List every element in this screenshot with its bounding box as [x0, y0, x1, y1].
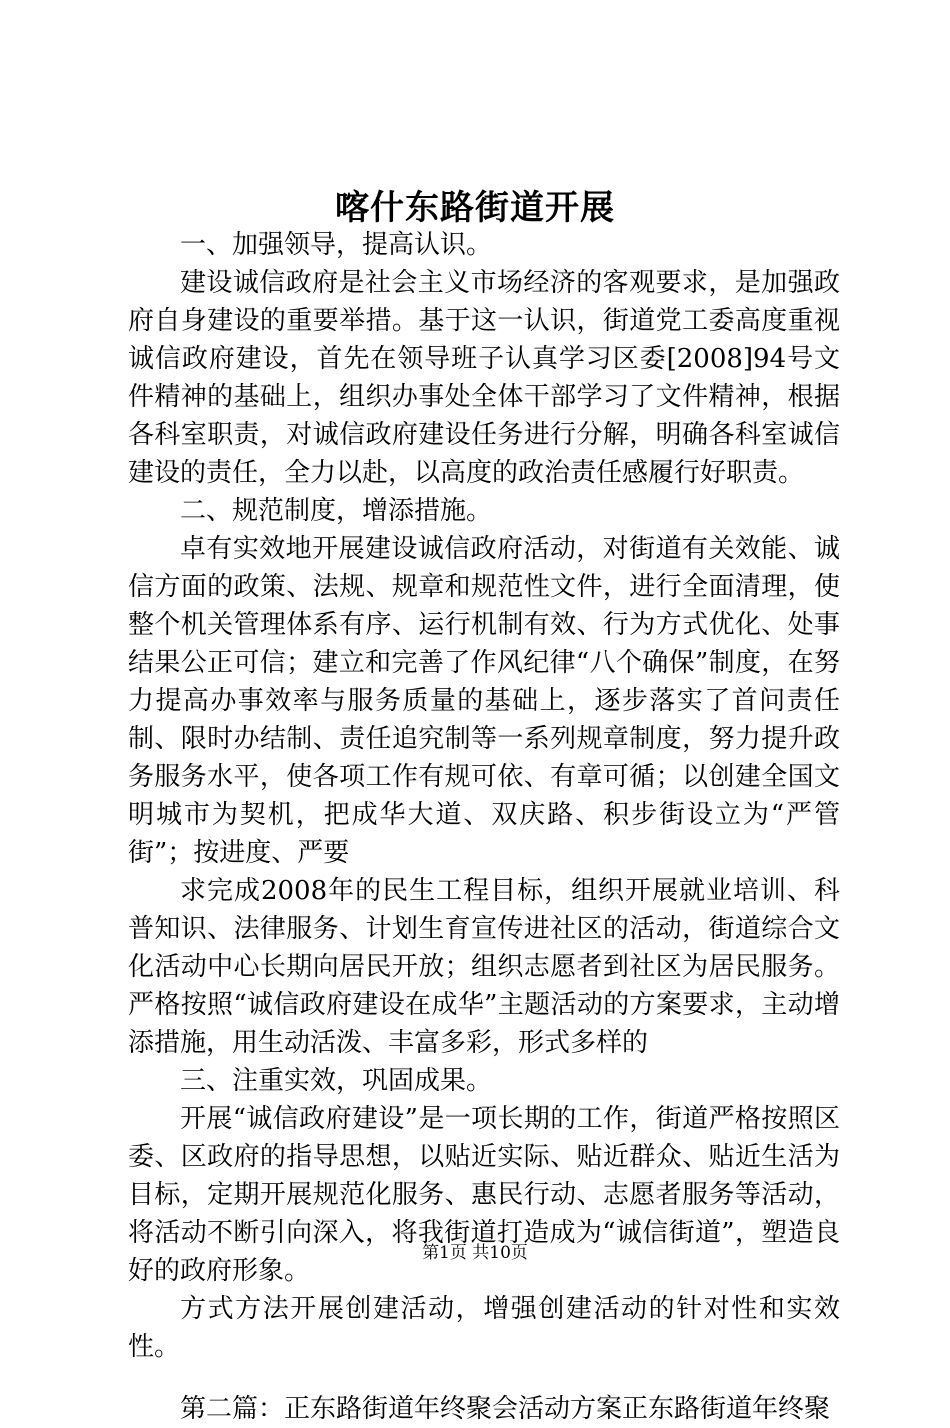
section-heading-1: 一、加强领导，提高认识。	[180, 230, 493, 260]
body-paragraph-3: 求完成2008年的民生工程目标，组织开展就业培训、科普知识、法律服务、计划生育宣传进社区的活动，街道综合文化活动中心长期向居民开放；组织志愿者到社区为居民服务。严格按照“诚信政府建设在成华”主题活动的方案要求，主动增添措施，用生动活泼、丰富多彩，形式多样的	[128, 876, 840, 1058]
section-heading-3: 三、注重实效，巩固成果。	[180, 1066, 493, 1096]
section-heading-2: 二、规范制度，增添措施。	[180, 496, 493, 526]
document-title: 喀什东路街道开展	[335, 188, 615, 228]
body-paragraph-1: 建设诚信政府是社会主义市场经济的客观要求，是加强政府自身建设的重要举措。基于这一认识，街道党工委高度重视诚信政府建设，首先在领导班子认真学习区委[2008]94号文件精神的基础上，组织办事处全体干部学习了文件精神，根据各科室职责，对诚信政府建设任务进行分解，明确各科室诚信建设的责任，全力以赴，以高度的政治责任感履行好职责。	[128, 268, 840, 488]
body-paragraph-4: 开展“诚信政府建设”是一项长期的工作，街道严格按照区委、区政府的指导思想，以贴近实际、贴近群众、贴近生活为目标，定期开展规范化服务、惠民行动、志愿者服务等活动，将活动不断引向深入，将我街道打造成为“诚信街道”，塑造良好的政府形象。	[128, 1104, 840, 1286]
next-article-heading: 第二篇：正东路街道年终聚会活动方案正东路街道年终聚	[180, 1394, 831, 1424]
body-paragraph-2: 卓有实效地开展建设诚信政府活动，对街道有关效能、诚信方面的政策、法规、规章和规范性文件，进行全面清理，使整个机关管理体系有序、运行机制有效、行为方式优化、处事结果公正可信；建立和完善了作风纪律“八个确保”制度，在努力提高办事效率与服务质量的基础上，逐步落实了首问责任制、限时办结制、责任追究制等一系列规章制度，努力提升政务服务水平，使各项工作有规可依、有章可循；以创建全国文明城市为契机，把成华大道、双庆路、积步街设立为“严管街”；按进度、严要	[128, 534, 840, 868]
page-number-footer: 第1页 共10页	[422, 1243, 528, 1263]
body-paragraph-5: 方式方法开展创建活动，增强创建活动的针对性和实效性。	[128, 1294, 840, 1362]
